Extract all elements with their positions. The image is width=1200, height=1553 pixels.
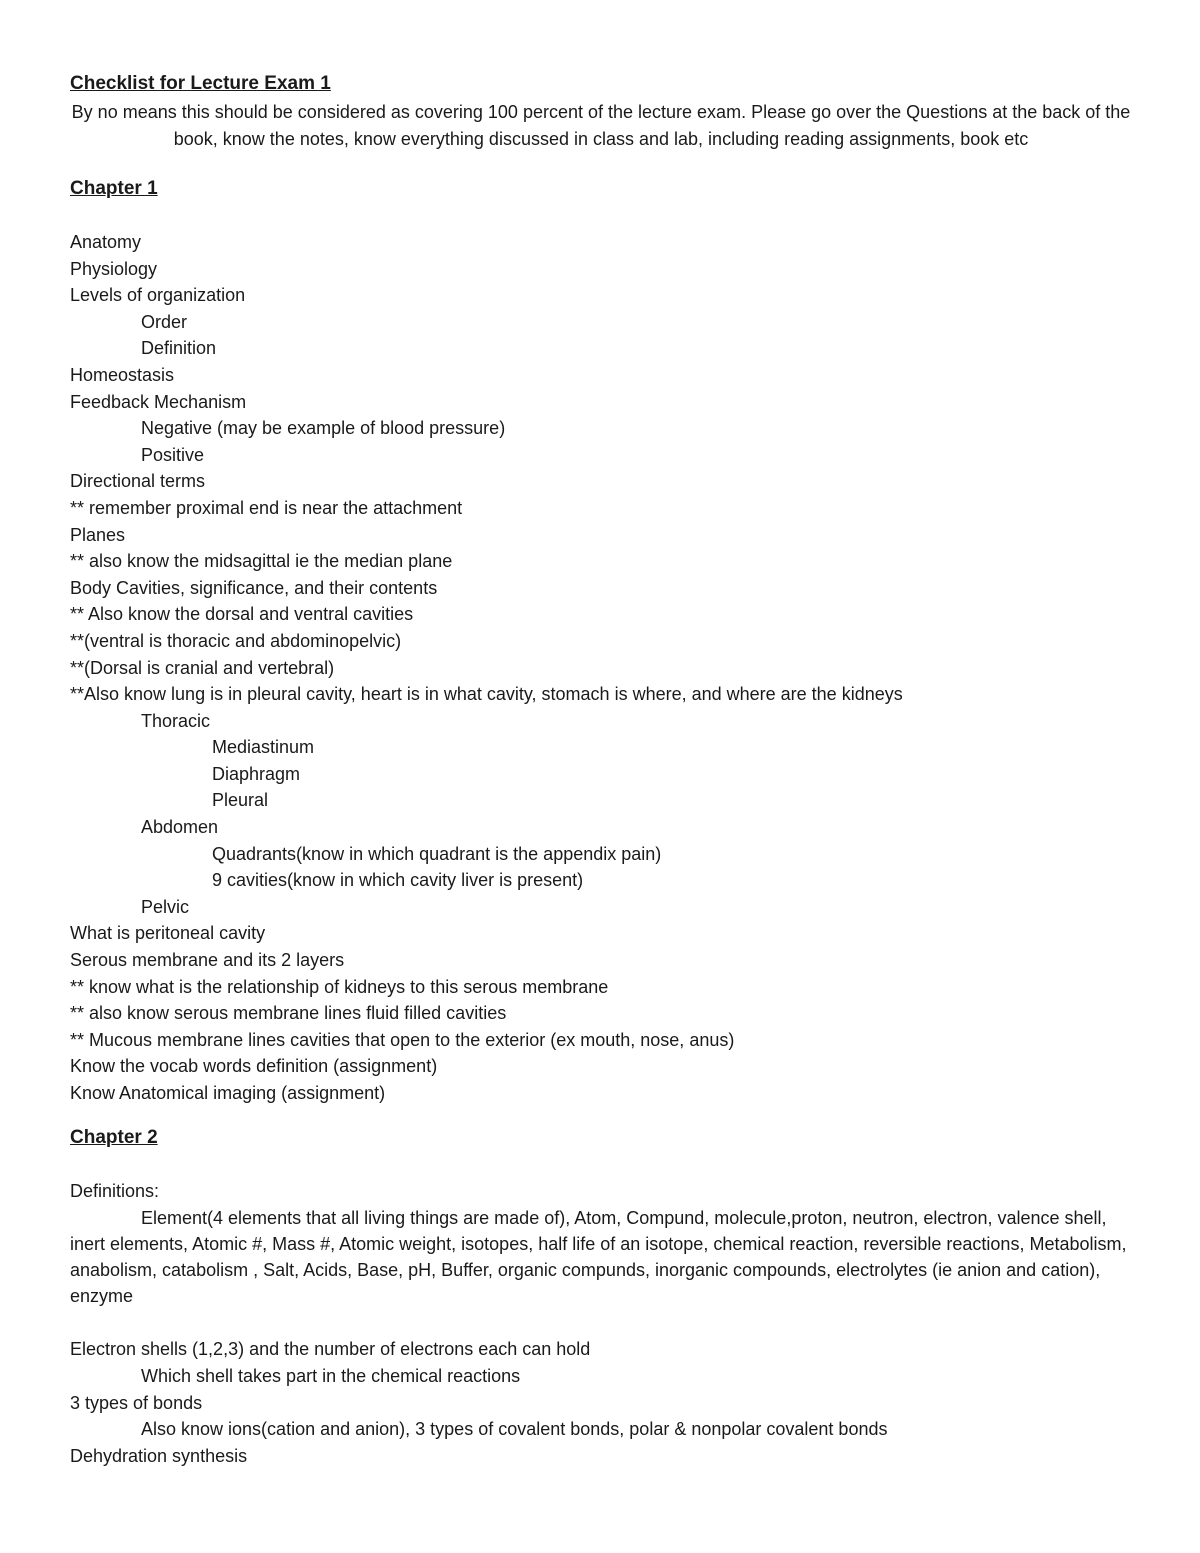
checklist-item: **(Dorsal is cranial and vertebral)	[70, 657, 335, 678]
checklist-item: Pleural	[212, 790, 269, 811]
checklist-item: Feedback Mechanism	[70, 391, 247, 412]
checklist-item: Pelvic	[141, 896, 190, 917]
checklist-item: Electron shells (1,2,3) and the number of electrons each can hold	[70, 1339, 591, 1360]
checklist-item: **(ventral is thoracic and abdominopelvic)	[70, 630, 402, 651]
checklist-item: ** also know serous membrane lines fluid filled cavities	[70, 1003, 507, 1024]
checklist-item: What is peritoneal cavity	[70, 923, 266, 944]
checklist-item: Thoracic	[141, 710, 211, 731]
checklist-item: Diaphragm	[212, 763, 301, 784]
checklist-item: Levels of organization	[70, 285, 246, 306]
checklist-item: Physiology	[70, 258, 158, 279]
checklist-item: Mediastinum	[212, 737, 315, 758]
intro-paragraph: By no means this should be considered as covering 100 percent of the lecture exam. Please go over the Questions at the back of the book, know the notes, know everything discussed in class and lab, including reading assignments, book etc	[71, 102, 1131, 149]
checklist-item: Anatomy	[70, 232, 142, 252]
checklist-item: Know the vocab words definition (assignment)	[70, 1056, 438, 1077]
checklist-item: ** remember proximal end is near the attachment	[70, 497, 463, 518]
checklist-item: Dehydration synthesis	[70, 1445, 248, 1466]
checklist-item: Planes	[70, 524, 126, 545]
chapter-1-heading: Chapter 1	[70, 178, 158, 199]
chapter-2-heading: Chapter 2	[70, 1127, 158, 1148]
checklist-item: Quadrants(know in which quadrant is the appendix pain)	[212, 843, 662, 864]
checklist-item: Which shell takes part in the chemical reactions	[141, 1365, 521, 1386]
checklist-item: **Also know lung is in pleural cavity, heart is in what cavity, stomach is where, and where are the kidneys	[70, 684, 903, 705]
definitions-label: Definitions:	[70, 1181, 160, 1201]
checklist-item: Negative (may be example of blood pressure)	[141, 418, 506, 439]
checklist-item: ** know what is the relationship of kidneys to this serous membrane	[70, 976, 609, 997]
checklist-item: 3 types of bonds	[70, 1392, 203, 1413]
checklist-item: Also know ions(cation and anion), 3 types of covalent bonds, polar & nonpolar covalent bonds	[141, 1419, 888, 1440]
definitions-paragraph: Element(4 elements that all living things are made of), Atom, Compund, molecule,proton, neutron, electron, valence shell, inert elements, Atomic #, Mass #, Atomic weight, isotopes, half life of an isotope, chemical reaction, reversible reactions, Metabolism, anabolism, catabolism , Salt, Acids, Base, pH, Buffer, organic compunds, inorganic compounds, electrolytes (ie anion and cation), enzyme	[70, 1207, 1127, 1307]
checklist-item: Directional terms	[70, 471, 206, 492]
checklist-item: Know Anatomical imaging (assignment)	[70, 1083, 386, 1103]
checklist-item: Definition	[141, 338, 217, 359]
chapter-2-list	[70, 1336, 1140, 1469]
chapter-1-list	[70, 229, 1140, 1107]
checklist-item: Abdomen	[141, 817, 219, 838]
checklist-item: Body Cavities, significance, and their contents	[70, 577, 438, 598]
checklist-item: Order	[141, 311, 188, 332]
checklist-item: ** also know the midsagittal ie the median plane	[70, 551, 453, 572]
checklist-item: 9 cavities(know in which cavity liver is present)	[212, 870, 584, 891]
chapter-2-content	[70, 1178, 1140, 1469]
checklist-item: Homeostasis	[70, 364, 175, 385]
checklist-item: Serous membrane and its 2 layers	[70, 950, 345, 971]
document-title: Checklist for Lecture Exam 1	[70, 73, 331, 94]
spacer	[70, 1310, 1140, 1337]
checklist-item: ** Also know the dorsal and ventral cavities	[70, 604, 414, 625]
checklist-item: Positive	[141, 444, 205, 465]
checklist-item: ** Mucous membrane lines cavities that open to the exterior (ex mouth, nose, anus)	[70, 1029, 735, 1050]
